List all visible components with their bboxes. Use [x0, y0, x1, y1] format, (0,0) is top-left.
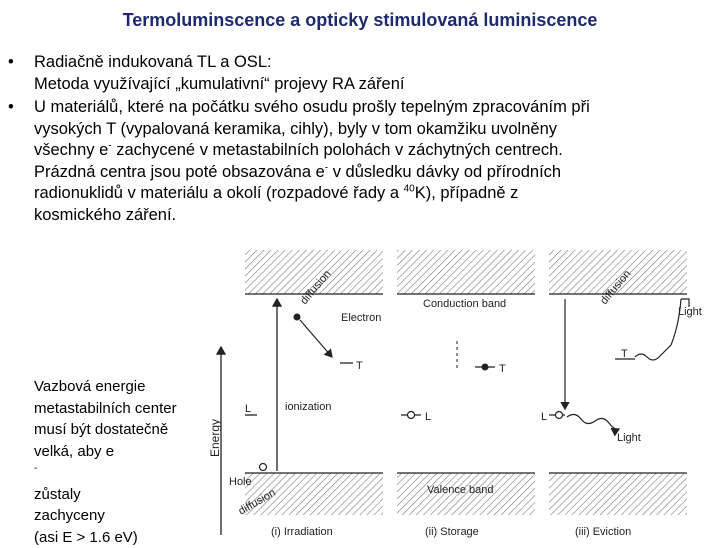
slide-title: Termoluminscence a opticky stimulovaná luminiscence — [0, 10, 720, 31]
trap-label-1: T — [356, 360, 363, 372]
trapped-electron-dot — [482, 364, 489, 371]
bullet-2-line-1: U materiálů, které na počátku svého osudu prošly tepelným zpracováním při — [34, 97, 713, 119]
panel-label-2: (ii) Storage — [425, 526, 479, 538]
trap-label-2: T — [499, 363, 506, 375]
light-out-label: Light — [617, 432, 641, 444]
ionization-label: ionization — [285, 401, 331, 413]
conduction-band-2 — [397, 250, 535, 294]
note-line-2: metastabilních center — [34, 398, 214, 420]
bullet-2-line-4a: Prázdná centra jsou poté obsazována e — [34, 163, 325, 181]
bullet-2-line-3b: zachycené v metastabilních polohách v záchytných centrech. — [112, 141, 563, 159]
bullet-2-line-4b: v důsledku dávky od přírodních — [328, 163, 561, 181]
bullet-2-line-5 — [34, 183, 713, 205]
bullet-2-line-5a: radionuklidů v materiálu a okolí (rozpadové řady a — [34, 184, 404, 202]
trapped-hole-dot — [408, 412, 415, 419]
panel-label-1: (i) Irradiation — [271, 526, 333, 538]
bullet-2-line-4 — [34, 162, 713, 184]
binding-energy-note — [34, 376, 214, 548]
electron-label: Electron — [341, 312, 381, 324]
lum-center-label-3: L — [541, 411, 547, 423]
bullet-2-line-6: kosmického záření. — [34, 205, 713, 227]
lum-center-label-1: L — [245, 403, 251, 415]
electron-path-arrow — [300, 320, 332, 357]
panel-label-3: (iii) Eviction — [575, 526, 631, 538]
minus-superscript: - — [34, 463, 37, 474]
bullet-dot-icon: • — [8, 97, 14, 119]
hole-label: Hole — [229, 476, 252, 488]
diffusion-label-3: diffusion — [598, 268, 633, 307]
note-line-4b: zůstaly — [34, 484, 214, 506]
bullet-item-2 — [8, 97, 713, 226]
valence-band-3 — [549, 473, 687, 515]
note-line-4a: velká, aby e — [34, 441, 214, 463]
hole-dot — [260, 464, 267, 471]
light-out-wave — [567, 414, 619, 429]
conduction-band-label: Conduction band — [423, 298, 506, 310]
band-diagram — [205, 245, 715, 540]
isotope-superscript: 40 — [404, 184, 415, 195]
bullet-list — [8, 52, 713, 228]
bullet-2-line-5b: K), případně z — [415, 184, 519, 202]
trap-label-3: T — [621, 348, 628, 360]
light-in-wave — [635, 299, 681, 360]
lum-center-label-2: L — [425, 411, 431, 423]
diffusion-label-2: diffusion — [237, 487, 278, 518]
bullet-2-line-3a: všechny e — [34, 141, 108, 159]
note-line-5: zachyceny — [34, 505, 214, 527]
bullet-2-line-2: vysokých T (vypalovaná keramika, cihly), byly v tom okamžiku uvolněny — [34, 119, 713, 141]
bullet-dot-icon: • — [8, 52, 14, 74]
electron-dot — [294, 314, 301, 321]
diffusion-label-1: diffusion — [298, 268, 333, 307]
bullet-1-line-2: Metoda využívající „kumulativní“ projevy RA záření — [34, 74, 713, 96]
bullet-item-1 — [8, 52, 713, 95]
recombination-hole-dot — [556, 412, 563, 419]
minus-superscript: - — [108, 141, 111, 152]
note-line-6: (asi E > 1.6 eV) — [34, 527, 214, 548]
energy-axis-label: Energy — [208, 419, 222, 457]
note-line-3: musí být dostatečně — [34, 419, 214, 441]
bullet-2-line-3 — [34, 140, 713, 162]
light-in-label: Light — [678, 306, 702, 318]
valence-band-label: Valence band — [427, 484, 493, 496]
minus-superscript: - — [325, 162, 328, 173]
bullet-1-line-1: Radiačně indukovaná TL a OSL: — [34, 52, 713, 74]
note-line-1: Vazbová energie — [34, 376, 214, 398]
note-line-4 — [34, 441, 214, 506]
band-diagram-svg — [205, 245, 715, 540]
